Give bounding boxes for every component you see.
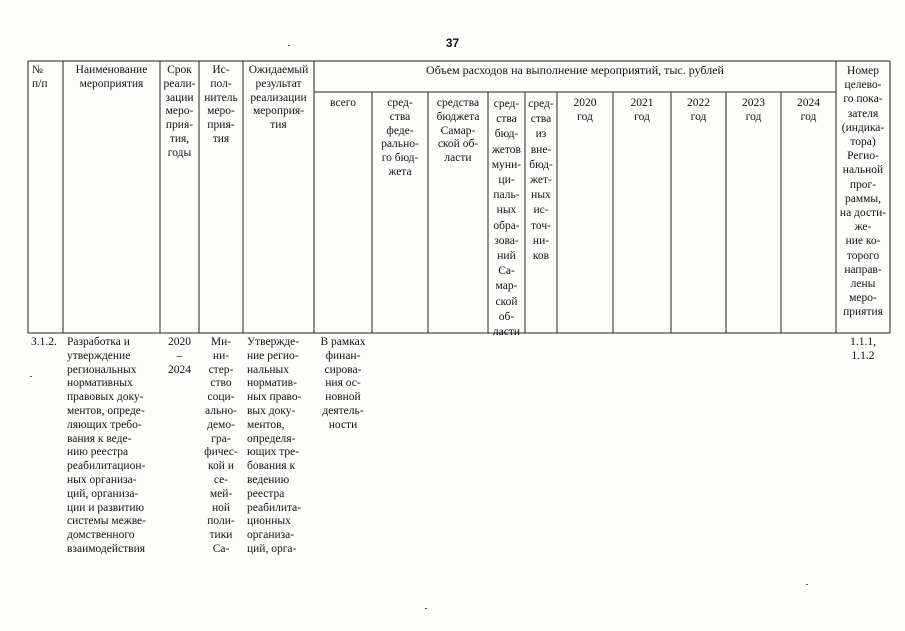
header-num: № п/п — [32, 64, 48, 90]
row-term: 2020 – 2024 — [168, 336, 191, 376]
row-total: В рамках финан- сирова- ния ос- новной деятель- ности — [320, 336, 366, 431]
scan-speck — [425, 608, 427, 609]
header-total: всего — [330, 97, 356, 109]
row-executor: Ми- ни- стер- ство соци- ально- демо- гра- фичес- кой и се- мей- ной поли- тики Са- — [204, 336, 238, 555]
header-2020: 2020 год — [573, 97, 597, 123]
header-name: Наименование мероприятия — [75, 64, 148, 90]
row-name: Разработка и утверждение региональных нормативных правовых доку- ментов, опреде- ляющих требо- вания к веде- нию реестра реабилитацион- ных организа- ций, организа- ции и развитию системы межве- домственного взаимодействия — [67, 336, 146, 555]
header-2022: 2022 год — [687, 97, 710, 123]
scan-speck — [806, 584, 808, 585]
scan-speck — [30, 376, 32, 377]
header-federal: сред- ства феде- рально- го бюд- жета — [381, 97, 419, 178]
header-expenses-title: Объем расходов на выполнение мероприятий, тыс. рублей — [426, 64, 724, 77]
header-indicator: Номер целево- го пока- зателя (индика- тора) Регио- нальной прог- раммы, на дости- же- ние ко- торого направ- лены меро- приятия — [839, 65, 887, 319]
header-offbudget: сред- ства из вне- бюд- жет- ных ис- точ- ни- ков — [528, 98, 554, 263]
row-indicator: 1.1.1, 1.1.2 — [850, 336, 876, 362]
header-regional: средства бюджета Самар- ской об- ласти — [436, 97, 480, 165]
row-num: 3.1.2. — [31, 336, 57, 348]
scan-speck — [288, 45, 290, 46]
header-municipal: сред- ства бюд- жетов муни- ци- паль- ных обра- зова- ний Са- мар- ской об- ласти — [491, 98, 522, 339]
header-2021: 2021 год — [630, 97, 654, 123]
header-2024: 2024 год — [797, 97, 820, 123]
header-result: Ожидаемый результат реализации мероприя- тия — [248, 64, 309, 132]
header-executor: Ис- пол- нитель меро- прия- тия — [204, 64, 238, 145]
header-2023: 2023 год — [742, 97, 765, 123]
header-term: Срок реали- зации меро- прия- тия, годы — [163, 64, 196, 159]
page-number: 37 — [445, 36, 460, 50]
row-result: Утвержде- ние регио- нальных норматив- ных право- вых доку- ментов, определя- ющих тре- бования к ведению реестра реабилита- ционных организа- ций, орга- — [247, 336, 302, 555]
